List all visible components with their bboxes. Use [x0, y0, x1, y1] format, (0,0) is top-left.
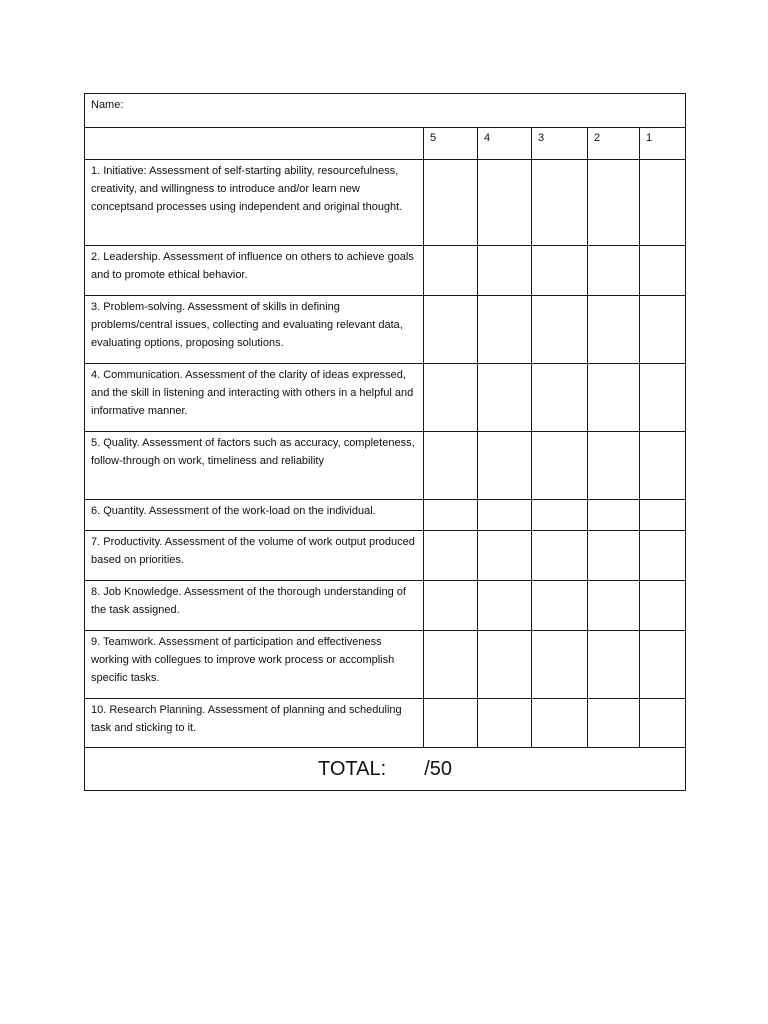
criterion-row: [85, 581, 686, 631]
score-cell-3[interactable]: [532, 631, 588, 699]
score-cell-2[interactable]: [588, 631, 640, 699]
score-cell-2[interactable]: [588, 246, 640, 296]
criterion-row: [85, 699, 686, 748]
score-cell-4[interactable]: [478, 581, 532, 631]
score-cell-3[interactable]: [532, 531, 588, 581]
scale-header-2: 2: [588, 128, 640, 160]
score-cell-5[interactable]: [424, 364, 478, 432]
criterion-row: [85, 631, 686, 699]
criterion-row: [85, 160, 686, 246]
score-cell-1[interactable]: [640, 699, 686, 748]
score-cell-1[interactable]: [640, 531, 686, 581]
name-cell[interactable]: [85, 94, 686, 128]
scale-header-3: 3: [532, 128, 588, 160]
score-cell-1[interactable]: [640, 160, 686, 246]
score-cell-4[interactable]: [478, 296, 532, 364]
score-cell-5[interactable]: [424, 699, 478, 748]
score-cell-5[interactable]: [424, 246, 478, 296]
score-cell-1[interactable]: [640, 296, 686, 364]
criterion-text: 9. Teamwork. Assessment of participation and effectiveness working with collegues to improve work process or accomplish specific tasks.: [85, 631, 424, 699]
score-cell-3[interactable]: [532, 364, 588, 432]
criterion-text: 3. Problem-solving. Assessment of skills in defining problems/central issues, collecting and evaluating relevant data, evaluating options, proposing solutions.: [85, 296, 424, 364]
criterion-row: [85, 531, 686, 581]
score-cell-2[interactable]: [588, 364, 640, 432]
score-cell-5[interactable]: [424, 160, 478, 246]
score-cell-4[interactable]: [478, 500, 532, 531]
criterion-text: 5. Quality. Assessment of factors such as accuracy, completeness, follow-through on work, timeliness and reliability: [85, 432, 424, 500]
criterion-text: 1. Initiative: Assessment of self-starting ability, resourcefulness, creativity, and willingness to introduce and/or learn new conceptsand processes using independent and original thought.: [85, 160, 424, 246]
scale-header-4: 4: [478, 128, 532, 160]
score-cell-3[interactable]: [532, 246, 588, 296]
criterion-row: [85, 500, 686, 531]
score-cell-4[interactable]: [478, 432, 532, 500]
score-cell-1[interactable]: [640, 581, 686, 631]
criteria-header-cell: [85, 128, 424, 160]
score-cell-3[interactable]: [532, 296, 588, 364]
score-cell-2[interactable]: [588, 432, 640, 500]
score-cell-4[interactable]: [478, 631, 532, 699]
score-cell-5[interactable]: [424, 432, 478, 500]
score-cell-3[interactable]: [532, 500, 588, 531]
score-cell-1[interactable]: [640, 432, 686, 500]
score-cell-4[interactable]: [478, 246, 532, 296]
total-label: TOTAL:: [318, 758, 387, 780]
scale-header-row: [85, 128, 686, 160]
criterion-text: 6. Quantity. Assessment of the work-load on the individual.: [85, 500, 424, 531]
score-cell-2[interactable]: [588, 296, 640, 364]
criterion-text: 10. Research Planning. Assessment of planning and scheduling task and sticking to it.: [85, 699, 424, 748]
criterion-text: 8. Job Knowledge. Assessment of the thorough understanding of the task assigned.: [85, 581, 424, 631]
score-cell-5[interactable]: [424, 631, 478, 699]
criterion-row: [85, 296, 686, 364]
criterion-text: 7. Productivity. Assessment of the volume of work output produced based on priorities.: [85, 531, 424, 581]
score-cell-4[interactable]: [478, 531, 532, 581]
criterion-row: [85, 246, 686, 296]
score-cell-2[interactable]: [588, 531, 640, 581]
score-cell-2[interactable]: [588, 500, 640, 531]
score-cell-3[interactable]: [532, 160, 588, 246]
name-label: Name:: [91, 99, 124, 111]
score-cell-3[interactable]: [532, 581, 588, 631]
score-cell-5[interactable]: [424, 500, 478, 531]
score-cell-4[interactable]: [478, 699, 532, 748]
score-cell-3[interactable]: [532, 699, 588, 748]
score-cell-1[interactable]: [640, 631, 686, 699]
total-max: /50: [424, 758, 452, 780]
criterion-row: [85, 364, 686, 432]
score-cell-4[interactable]: [478, 160, 532, 246]
score-cell-2[interactable]: [588, 160, 640, 246]
score-cell-2[interactable]: [588, 699, 640, 748]
score-cell-1[interactable]: [640, 364, 686, 432]
name-row: [85, 94, 686, 128]
scale-header-1: 1: [640, 128, 686, 160]
score-cell-3[interactable]: [532, 432, 588, 500]
score-cell-5[interactable]: [424, 296, 478, 364]
score-cell-4[interactable]: [478, 364, 532, 432]
score-cell-5[interactable]: [424, 581, 478, 631]
score-cell-5[interactable]: [424, 531, 478, 581]
total-row: [85, 748, 686, 791]
rubric-table: [84, 93, 686, 791]
score-cell-1[interactable]: [640, 246, 686, 296]
evaluation-form: [84, 93, 685, 791]
criterion-text: 4. Communication. Assessment of the clarity of ideas expressed, and the skill in listening and interacting with others in a helpful and informative manner.: [85, 364, 424, 432]
score-cell-2[interactable]: [588, 581, 640, 631]
score-cell-1[interactable]: [640, 500, 686, 531]
criterion-row: [85, 432, 686, 500]
scale-header-5: 5: [424, 128, 478, 160]
criterion-text: 2. Leadership. Assessment of influence on others to achieve goals and to promote ethical behavior.: [85, 246, 424, 296]
total-cell: [85, 748, 686, 791]
